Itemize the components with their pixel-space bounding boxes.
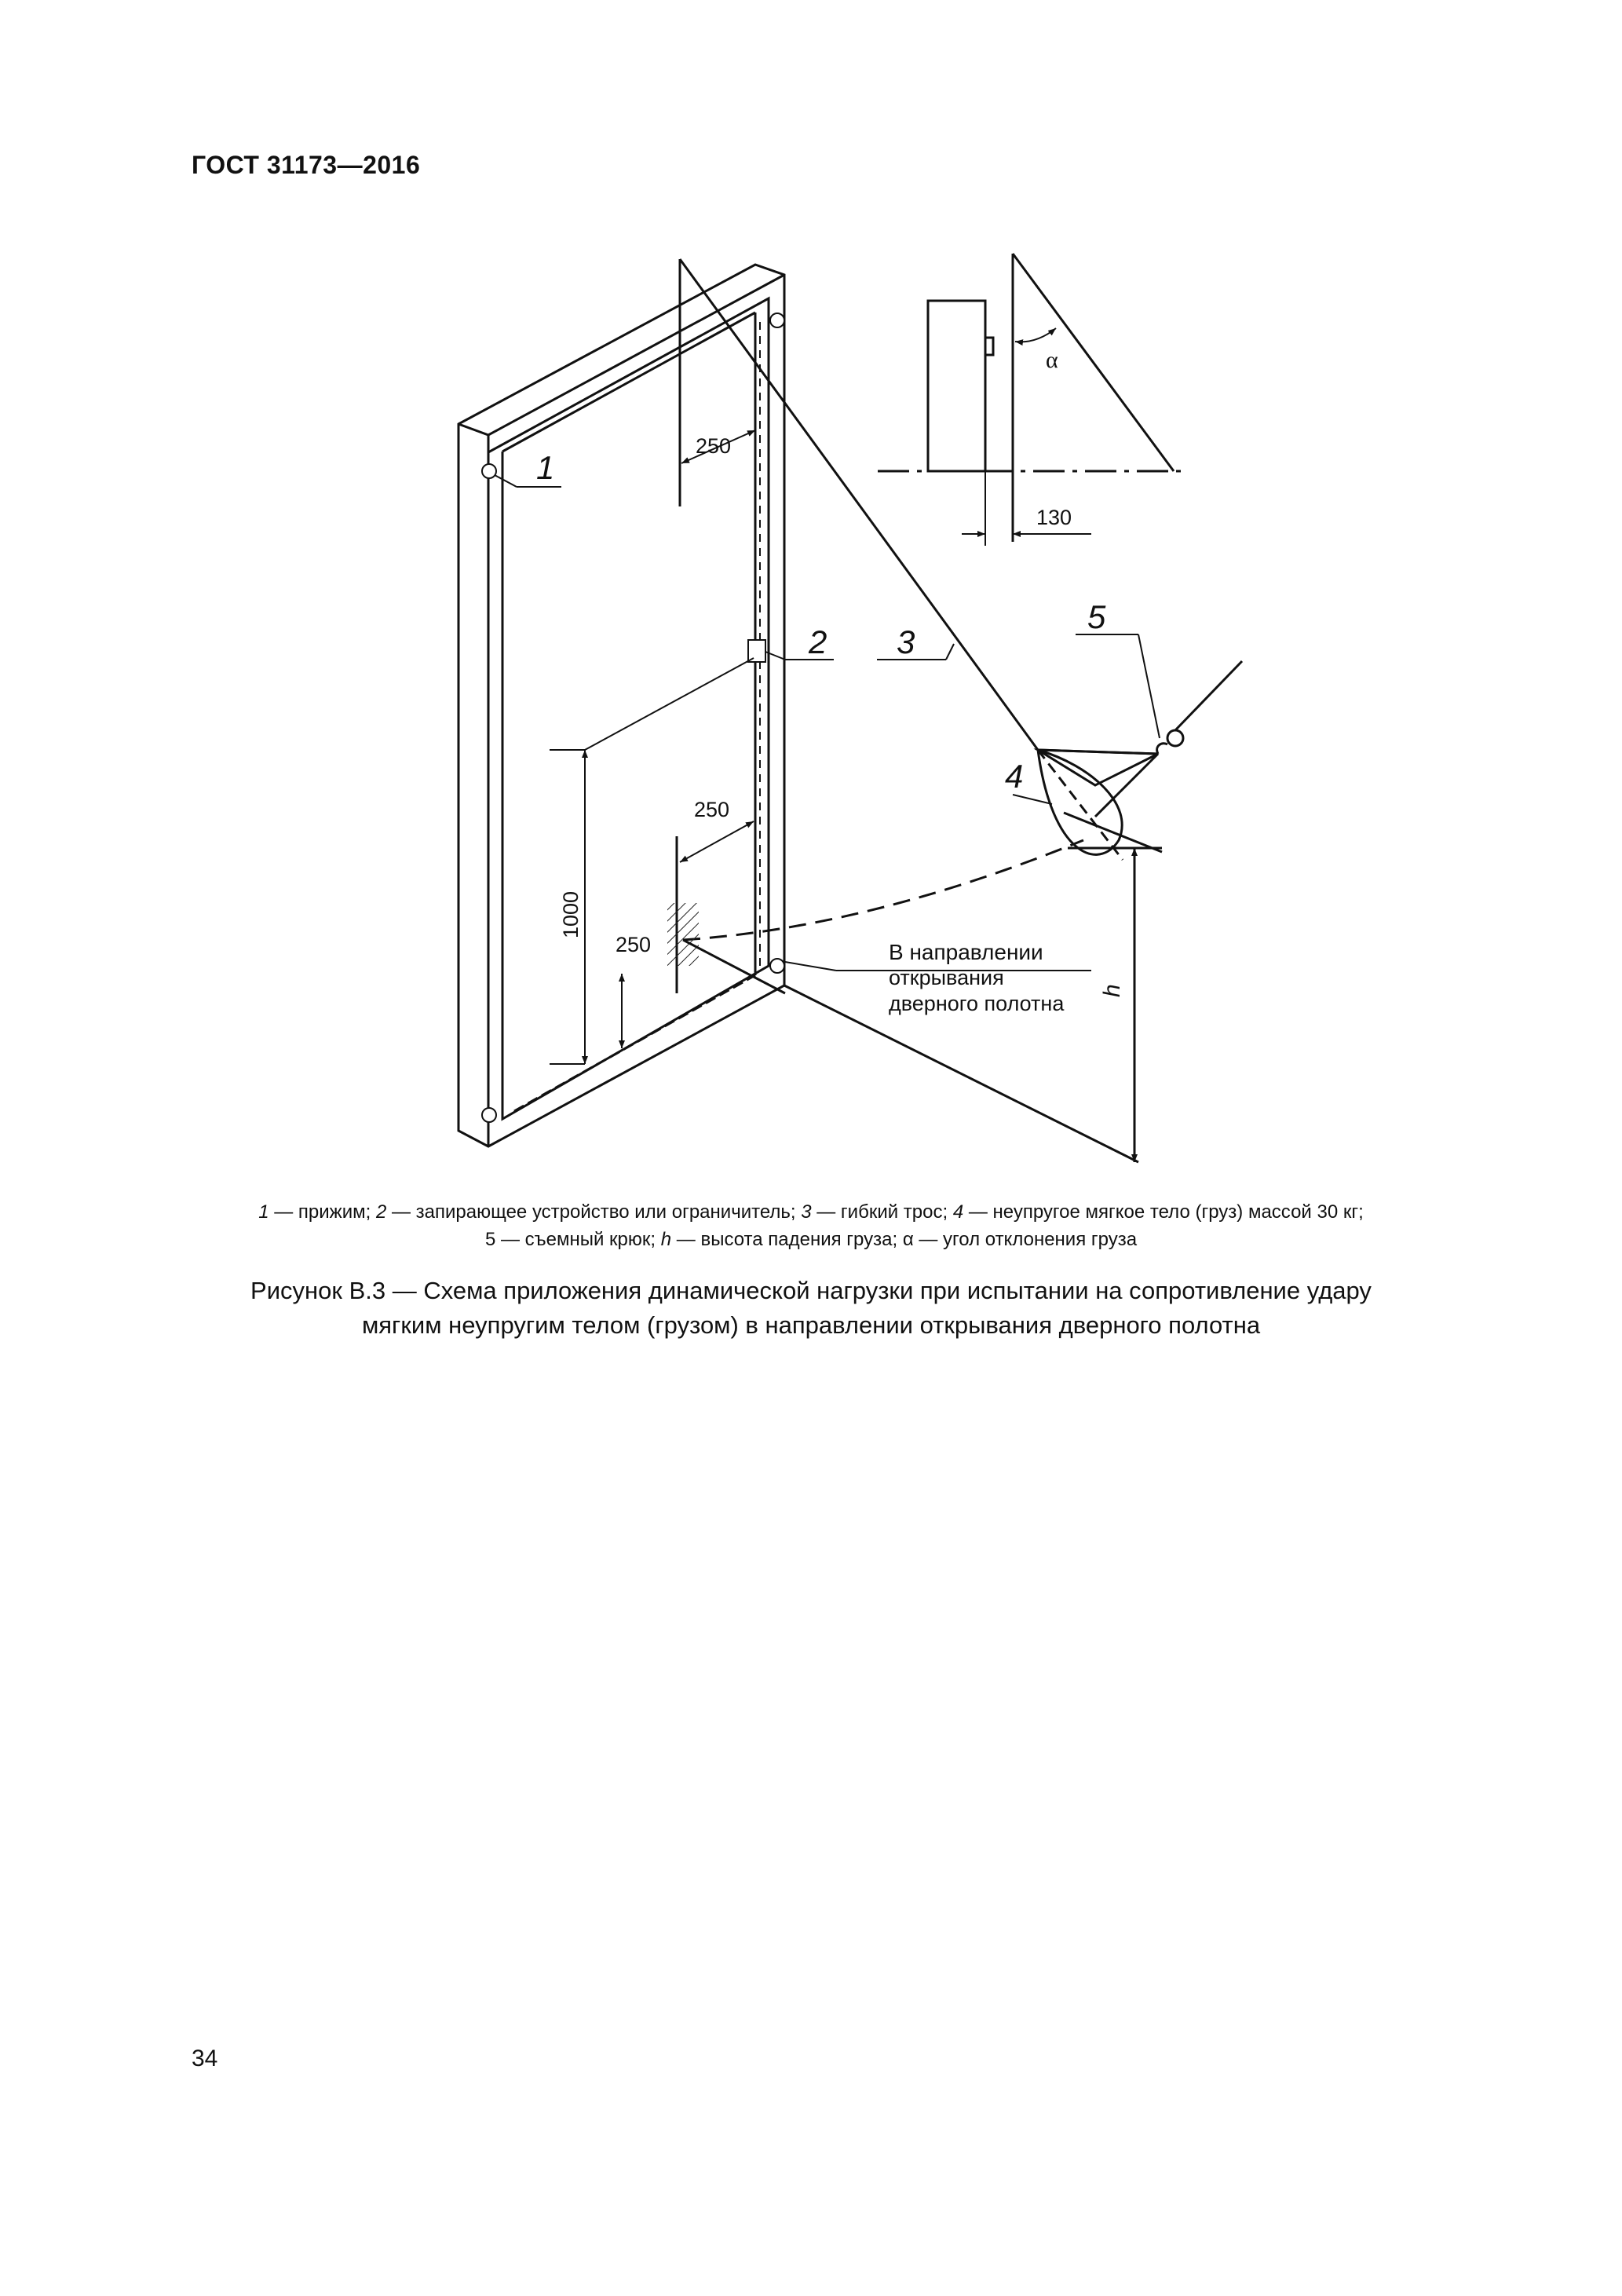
page-number: 34 (192, 2046, 218, 2071)
dim-1000: 1000 (559, 890, 583, 938)
figure-legend (157, 1199, 1465, 1254)
figure-caption (204, 1274, 1418, 1343)
dim-side-250: 250 (616, 933, 652, 956)
direction-note-line3: дверного полотна (889, 992, 1065, 1015)
legend-line-1: 1 — прижим; 2 — запирающее устройство или ограничитель; 3 — гибкий трос; 4 — неупругое мягкое тело (груз) массой 30 кг; (258, 1201, 1364, 1223)
document-header: ГОСТ 31173—2016 (192, 151, 421, 179)
direction-note-line1: В направлении (889, 940, 1043, 964)
caption-line-1: Рисунок В.3 — Схема приложения динамической нагрузки при испытании на сопротивление удару (250, 1277, 1372, 1304)
direction-note-line2: открывания (889, 966, 1004, 989)
dim-middle-250: 250 (694, 798, 730, 821)
dim-top-250: 250 (696, 434, 732, 458)
dim-130: 130 (1036, 506, 1072, 529)
caption-line-2: мягким неупругим телом (грузом) в направлении открывания дверного полотна (361, 1311, 1261, 1340)
legend-line-2: 5 — съемный крюк; h — высота падения груза; α — угол отклонения груза (484, 1228, 1138, 1250)
callout-4: 4 (1005, 758, 1024, 795)
angle-detail (878, 254, 1185, 546)
callout-1: 1 (536, 449, 555, 486)
angle-alpha: α (1046, 347, 1058, 373)
callout-2: 2 (809, 623, 827, 660)
callout-3: 3 (897, 623, 915, 660)
soft-body-load (1038, 661, 1242, 860)
callout-5: 5 (1087, 598, 1106, 635)
height-h: h (1099, 984, 1125, 997)
